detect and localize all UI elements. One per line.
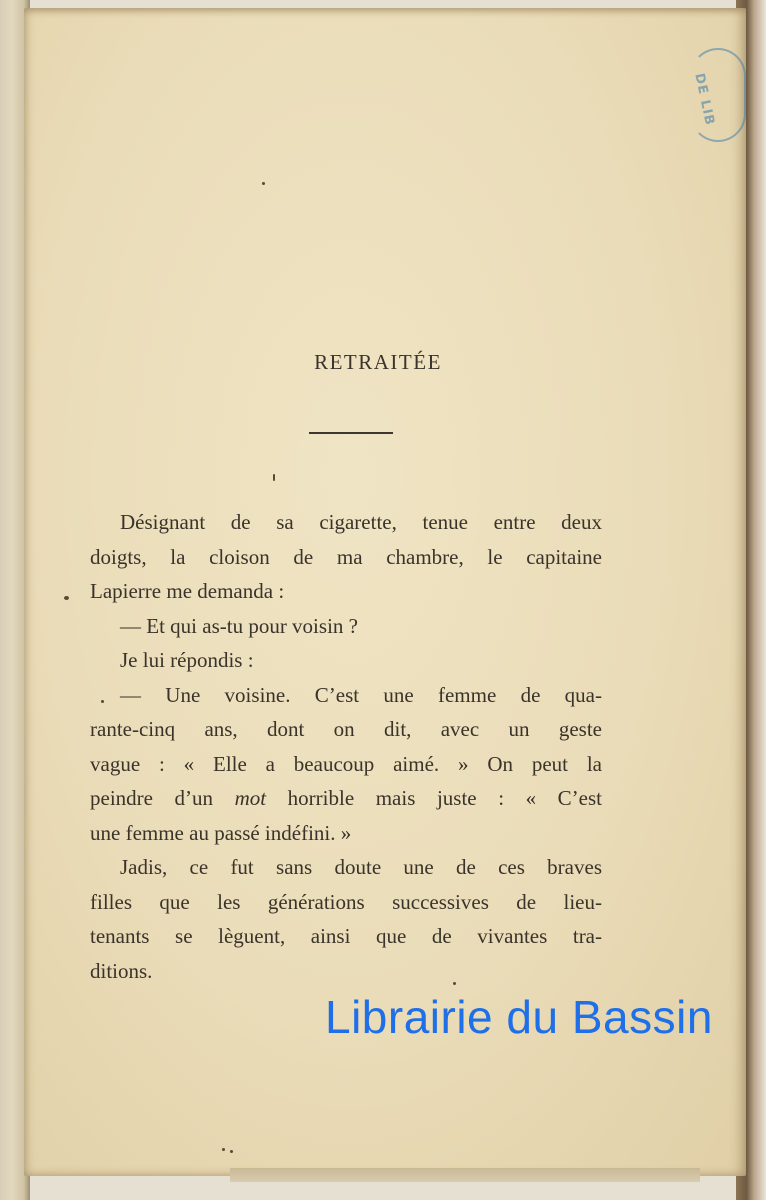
- text-segment: horrible mais juste : « C’est: [266, 786, 602, 810]
- text-line: Lapierre me demanda :: [90, 579, 285, 603]
- text-line: tenants se lèguent, ainsi que de vivantes tra-: [90, 924, 602, 948]
- paper-speck: [262, 182, 265, 185]
- text-line-with-emphasis: [90, 781, 602, 816]
- paper-speck: [453, 982, 456, 985]
- paper-speck: [273, 474, 275, 481]
- text-line: Jadis, ce fut sans doute une de ces braves: [120, 855, 602, 879]
- body-text: [90, 505, 602, 988]
- paper-speck: [222, 1148, 225, 1151]
- library-stamp: [690, 48, 746, 142]
- paper-speck: [230, 1150, 233, 1153]
- seller-watermark: Librairie du Bassin: [325, 991, 713, 1043]
- text-line: — Une voisine. C’est une femme de qua-: [120, 682, 602, 707]
- paper-speck: [101, 700, 104, 703]
- text-line: Je lui répondis :: [120, 648, 254, 672]
- text-line: ditions.: [90, 958, 153, 983]
- text-line: — Et qui as-tu pour voisin ?: [120, 613, 358, 638]
- text-segment: peindre d’un: [90, 786, 235, 810]
- text-line: vague : « Elle a beaucoup aimé. » On peut la: [90, 751, 602, 776]
- text-line: doigts, la cloison de ma chambre, le capitaine: [90, 544, 602, 569]
- text-line: Désignant de sa cigarette, tenue entre deux: [120, 510, 602, 534]
- title-rule: [309, 432, 393, 434]
- text-line: filles que les générations successives de lieu-: [90, 889, 602, 914]
- emphasis-word: mot: [234, 786, 267, 810]
- text-line: rante-cinq ans, dont on dit, avec un geste: [90, 717, 602, 741]
- text-line: une femme au passé indéfini. »: [90, 820, 352, 845]
- paper-speck: [64, 596, 69, 600]
- chapter-title: RETRAITÉE: [314, 350, 442, 374]
- stamp-text: DE LIB: [691, 72, 718, 128]
- page-bottom-edge: [230, 1168, 700, 1182]
